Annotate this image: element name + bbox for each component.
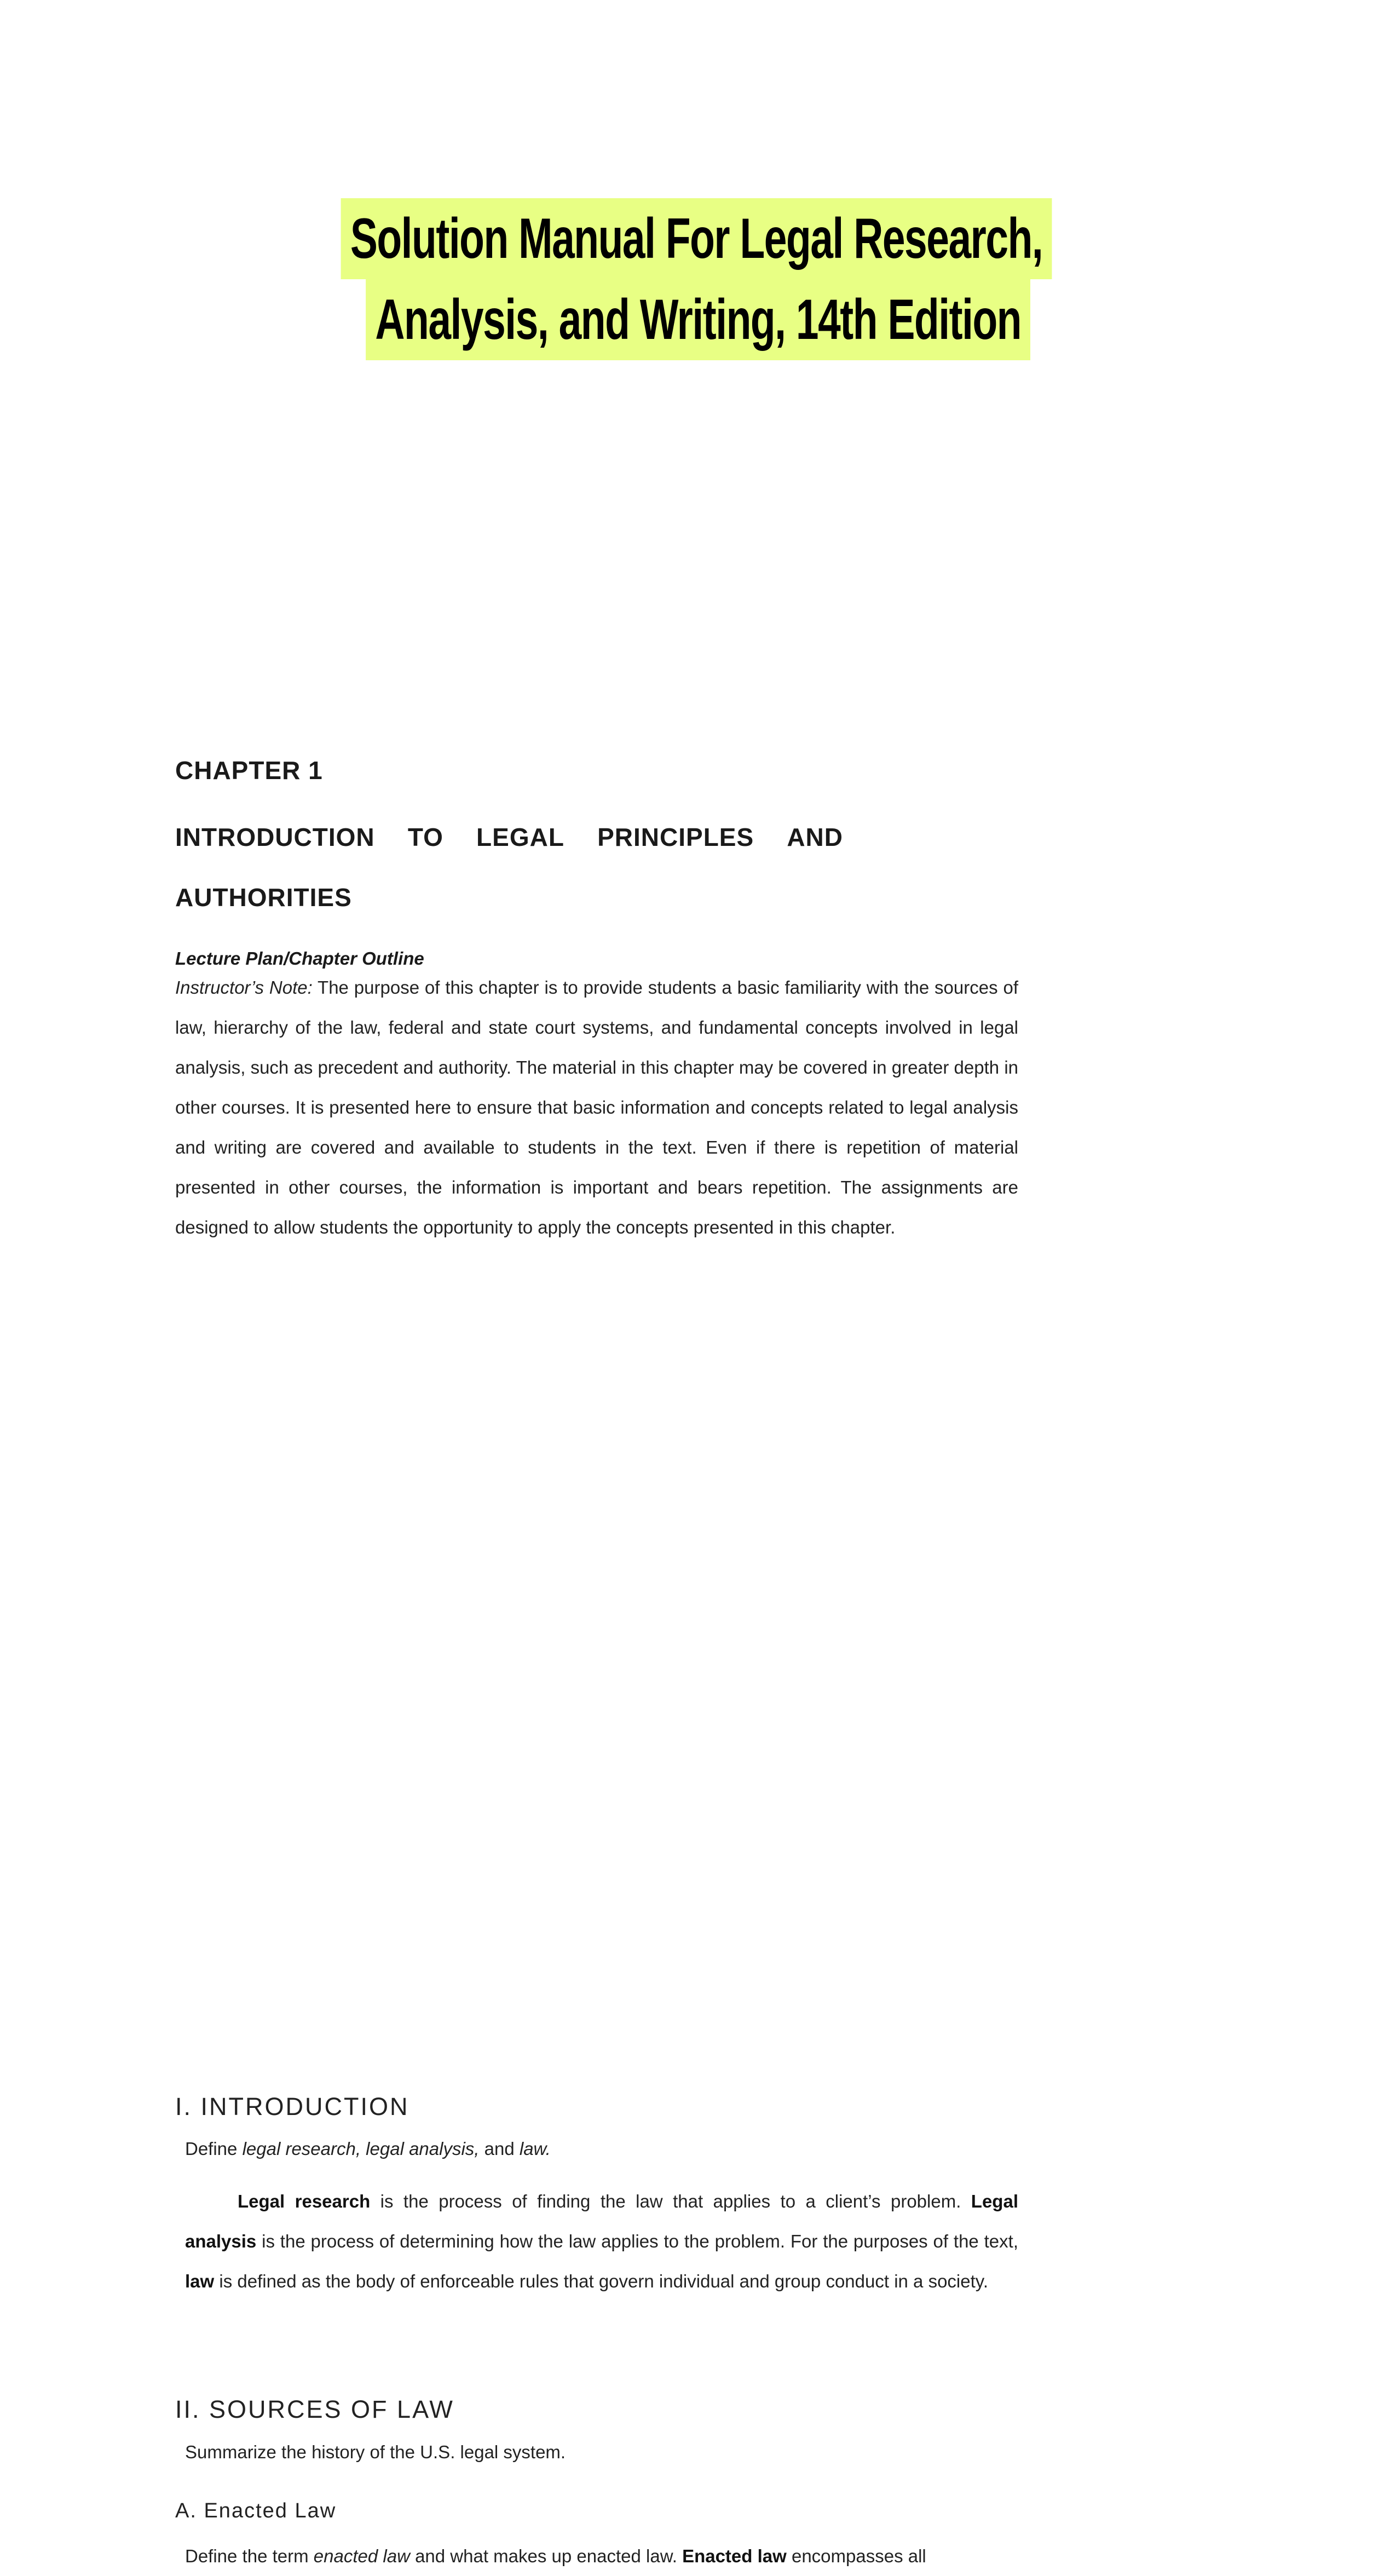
section-objective-sources: Summarize the history of the U.S. legal system. xyxy=(185,2442,566,2462)
term-legal-analysis: Legal analysis xyxy=(185,2191,1018,2251)
outline-label: Lecture Plan/Chapter Outline xyxy=(175,948,424,969)
subsection-heading-enacted-law: A. Enacted Law xyxy=(175,2499,337,2522)
chapter-title-word: LEGAL xyxy=(476,823,564,851)
section-heading-sources-of-law: II. SOURCES OF LAW xyxy=(175,2395,454,2423)
introduction-paragraph xyxy=(185,2181,1018,2301)
term-enacted-law: Enacted law xyxy=(682,2546,787,2566)
objective-term-law: law. xyxy=(519,2139,551,2159)
paragraph-text: is the process of finding the law that applies to a client’s problem. xyxy=(370,2191,971,2211)
instructor-note-label: Instructor’s Note: xyxy=(175,977,313,998)
chapter-title-word: TO xyxy=(407,823,443,851)
instructor-note-text: The purpose of this chapter is to provide students a basic familiarity with the sources of law, hierarchy of the law, federal and state court systems, and fundamental concepts involved in legal analysis, such as precedent and authority. The material in this chapter may be covered in greater depth in other courses. It is presented here to ensure that basic information and concepts related to legal analysis and writing are covered and available to students in the text. Even if there is repetition of material presented in other courses, the information is important and bears repetition. The assignments are designed to allow students the opportunity to apply the concepts presented in this chapter. xyxy=(175,977,1018,1237)
title-line-2-wrap xyxy=(0,279,1396,360)
chapter-title-word: INTRODUCTION xyxy=(175,823,375,851)
title-line-2: Analysis, and Writing, 14th Edition xyxy=(366,279,1030,360)
document-title xyxy=(0,198,1396,360)
paragraph-text: is defined as the body of enforceable rules that govern individual and group conduct in a society. xyxy=(214,2271,988,2291)
objective-terms: legal research, legal analysis, xyxy=(242,2139,480,2159)
paragraph-text: is the process of determining how the law applies to the problem. For the purposes of the text, xyxy=(256,2231,1018,2251)
term-law: law xyxy=(185,2271,215,2291)
chapter-title-word: PRINCIPLES xyxy=(597,823,754,851)
objective-text: and xyxy=(479,2139,520,2159)
paragraph-text: encompasses all xyxy=(786,2546,926,2566)
title-line-1: Solution Manual For Legal Research, xyxy=(341,198,1052,279)
enacted-law-paragraph xyxy=(185,2536,1018,2576)
paragraph-text: Define the term xyxy=(185,2546,314,2566)
instructor-note xyxy=(175,967,1018,1247)
paragraph-text: and what makes up enacted law. xyxy=(409,2546,683,2566)
objective-text: Define xyxy=(185,2139,243,2159)
chapter-title-line-2: AUTHORITIES xyxy=(175,883,352,912)
chapter-label: CHAPTER 1 xyxy=(175,756,323,785)
term-legal-research: Legal research xyxy=(238,2191,371,2211)
title-line-1-wrap xyxy=(0,198,1396,279)
term-enacted-law-italic: enacted law xyxy=(313,2546,410,2566)
section-objective-introduction xyxy=(185,2139,551,2159)
section-heading-introduction: I. INTRODUCTION xyxy=(175,2093,409,2120)
chapter-title-word: AND xyxy=(787,823,843,851)
chapter-title-line-1 xyxy=(175,822,843,852)
